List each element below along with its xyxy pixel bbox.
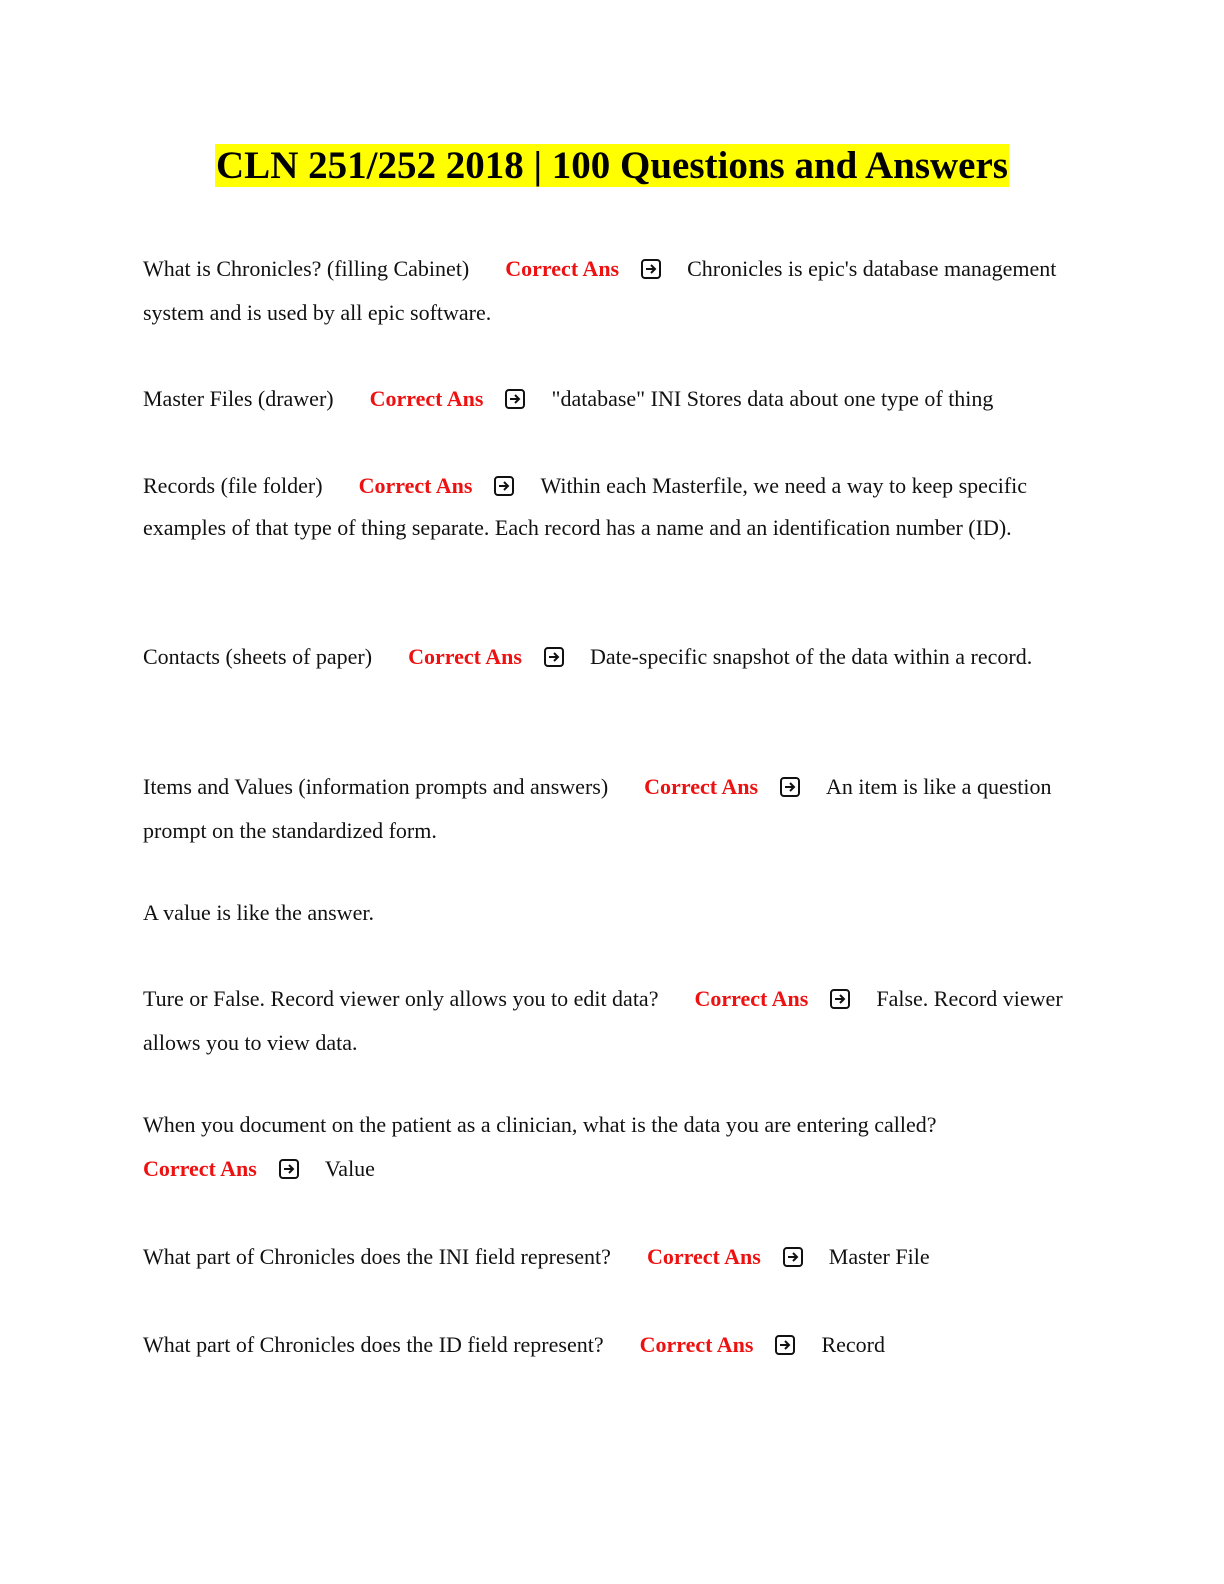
qa-item-9: [143, 1323, 1083, 1367]
correct-ans-label: Correct Ans: [143, 1156, 257, 1181]
answer-text: An item is like a question prompt on the standardized form.: [143, 774, 1052, 843]
answer-continuation: A value is like the answer.: [143, 900, 374, 925]
correct-ans-label: Correct Ans: [505, 256, 620, 281]
correct-ans-label: Correct Ans: [639, 1332, 754, 1357]
answer-text: Within each Masterfile, we need a way to keep specific examples of that type of thing separate. Each record has a name and an identification number (ID).: [143, 473, 1028, 540]
answer-text: "database" INI Stores data about one type of thing: [551, 386, 994, 411]
qa-item-8: [143, 1235, 1083, 1279]
correct-ans-label: Correct Ans: [369, 386, 484, 411]
right-arrow-icon: [775, 1335, 795, 1355]
correct-ans-label: Correct Ans: [358, 473, 473, 498]
question-text: Ture or False. Record viewer only allows you to edit data?: [143, 986, 659, 1011]
right-arrow-icon: [544, 647, 564, 667]
right-arrow-icon: [505, 389, 525, 409]
question-text: What part of Chronicles does the INI field represent?: [143, 1244, 611, 1269]
answer-text: Chronicles is epic's database management system and is used by all epic software.: [143, 256, 1057, 325]
question-text: When you document on the patient as a clinician, what is the data you are entering called?: [143, 1112, 937, 1137]
right-arrow-icon: [641, 259, 661, 279]
right-arrow-icon: [279, 1159, 299, 1179]
question-text: What part of Chronicles does the ID field represent?: [143, 1332, 604, 1357]
right-arrow-icon: [830, 989, 850, 1009]
right-arrow-icon: [783, 1247, 803, 1267]
qa-item-6: [143, 977, 1083, 1065]
question-text: Items and Values (information prompts and answers): [143, 774, 609, 799]
qa-item-3: [143, 465, 1083, 549]
qa-item-1: [143, 247, 1083, 335]
page-title: [0, 142, 1224, 190]
answer-text: Date-specific snapshot of the data within a record.: [589, 644, 1033, 669]
correct-ans-label: Correct Ans: [646, 1244, 761, 1269]
question-text: Master Files (drawer): [143, 386, 334, 411]
right-arrow-icon: [780, 777, 800, 797]
qa-item-4: [143, 635, 1083, 679]
qa-item-7: [143, 1103, 1083, 1191]
answer-text: False. Record viewer allows you to view data.: [143, 986, 1063, 1055]
correct-ans-label: Correct Ans: [694, 986, 809, 1011]
answer-text: Value: [324, 1156, 375, 1181]
correct-ans-label: Correct Ans: [408, 644, 522, 669]
question-text: What is Chronicles? (filling Cabinet): [143, 256, 470, 281]
right-arrow-icon: [494, 476, 514, 496]
qa-item-2: [143, 377, 1083, 421]
question-text: Contacts (sheets of paper): [143, 644, 373, 669]
answer-text: Master File: [828, 1244, 930, 1269]
page-title-text: CLN 251/252 2018 | 100 Questions and Answers: [216, 144, 1008, 187]
qa-item-5: [143, 765, 1083, 853]
correct-ans-label: Correct Ans: [644, 774, 759, 799]
answer-text: Record: [821, 1332, 885, 1357]
question-text: Records (file folder): [143, 473, 323, 498]
